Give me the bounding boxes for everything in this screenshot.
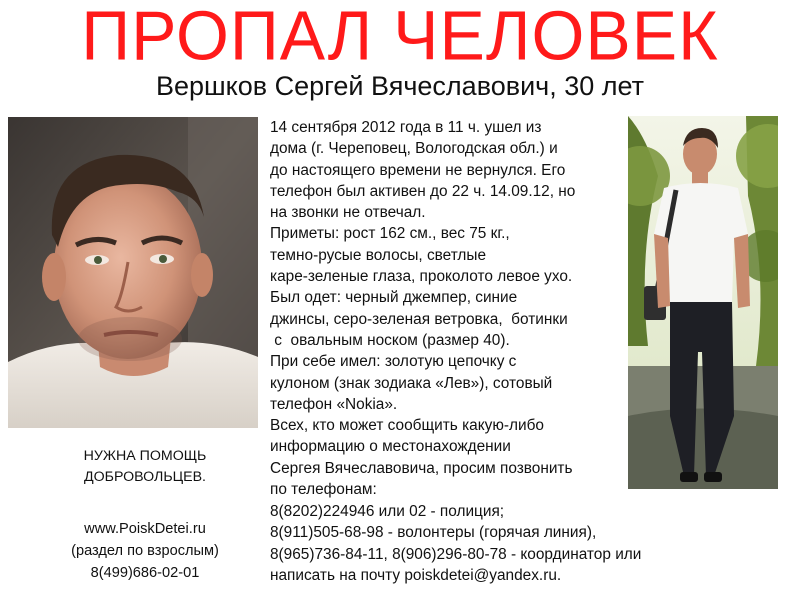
description-line: каре-зеленые глаза, проколото левое ухо. [270,268,573,286]
description-line: Сергея Вячеславовича, просим позвонить [270,459,573,477]
email-link[interactable]: poiskdetei@yandex.ru [404,566,557,584]
volunteers-phone: 8(911)505-68-98 - волонтеры (горячая линия), [270,524,597,542]
email-line [270,565,790,586]
full-body-photo [628,116,778,489]
description-line: темно-русые волосы, светлые [270,246,487,264]
headline: ПРОПАЛ ЧЕЛОВЕК [81,0,719,75]
contact-phones [270,501,790,586]
portrait-photo [8,117,258,428]
description-line: с овальным носком (размер 40). [270,331,510,349]
description-line: на звонки не отвечал. [270,204,426,222]
coordinator-phone: 8(965)736-84-11, 8(906)296-80-78 - координатор или [270,545,642,563]
description-line: телефон был активен до 22 ч. 14.09.12, но [270,182,576,200]
description-line: джинсы, серо-зеленая ветровка, ботинки [270,310,568,328]
description-line: информацию о местонахождении [270,438,511,456]
help-line-2: ДОБРОВОЛЬЦЕВ. [84,469,206,485]
website-info [30,518,260,584]
person-name-age: Вершков Сергей Вячеславович, 30 лет [155,71,645,101]
help-line-1: НУЖНА ПОМОЩЬ [83,448,207,464]
description-line: до настоящего времени не вернулся. Его [270,161,566,179]
description-text [270,117,630,500]
email-prefix: написать на почту [270,566,405,584]
full-body-photo-image [628,116,778,489]
email-suffix: . [556,566,562,584]
description-line: 14 сентября 2012 года в 11 ч. ушел из [270,119,542,136]
volunteers-needed-notice [40,446,250,488]
portrait-photo-image [8,117,258,428]
description-line: Приметы: рост 162 см., вес 75 кг., [270,225,510,243]
description-line: Был одет: черный джемпер, синие [270,289,518,307]
description-line: кулоном (знак зодиака «Лев»), сотовый [270,374,553,392]
website-phone: 8(499)686-02-01 [90,565,200,581]
police-phone: 8(8202)224946 или 02 - полиция; [270,503,505,520]
description-line: телефон «Nokia». [270,395,398,413]
description-line: Всех, кто может сообщить какую-либо [270,417,544,435]
description-line: по телефонам: [270,481,377,499]
description-line: дома (г. Череповец, Вологодская обл.) и [270,140,558,158]
description-line: При себе имел: золотую цепочку с [270,353,517,371]
website-section: (раздел по взрослым) [71,543,219,559]
website-url[interactable]: www.PoiskDetei.ru [84,521,206,537]
